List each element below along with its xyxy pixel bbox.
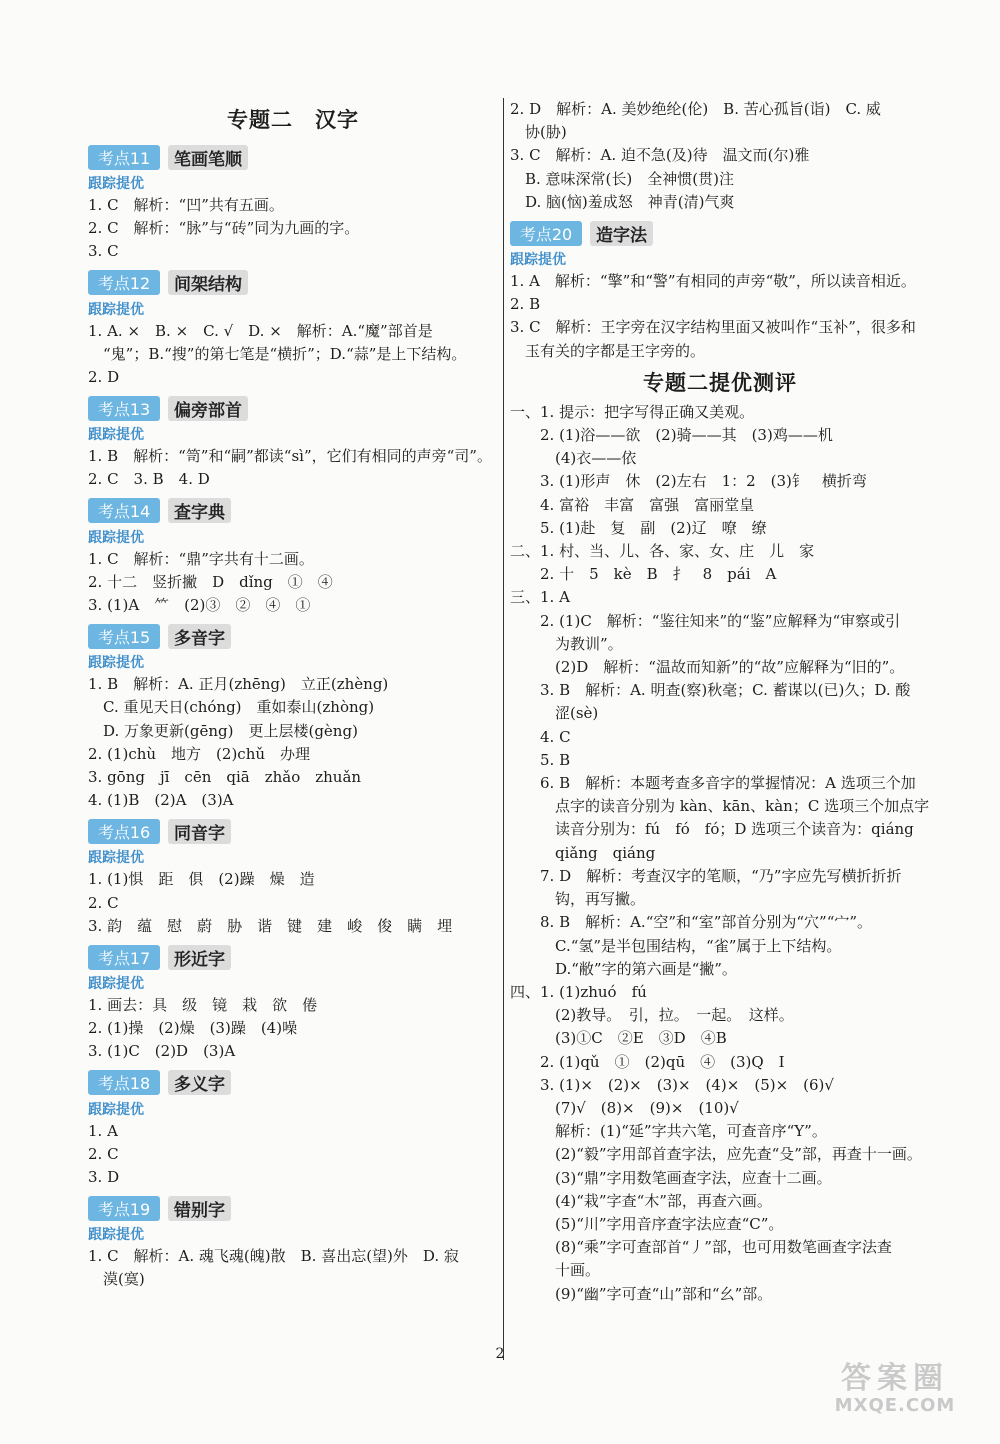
- left-column: [88, 98, 498, 1292]
- answer-line: 1. B 解析：A. 正月(zhēng) 立正(zhèng): [88, 675, 389, 694]
- section-topic: 同音字: [168, 819, 231, 844]
- right-section: [510, 218, 930, 363]
- answer-line: D. 脑(恼)羞成怒 神青(清)气爽: [510, 192, 735, 211]
- section-header: [88, 1068, 498, 1098]
- review-title: 专题二提优测评: [643, 369, 797, 395]
- track-label: 跟踪提优: [88, 976, 144, 993]
- right-column: [510, 98, 930, 1306]
- kaodian-badge: 考点13: [88, 396, 160, 421]
- section-topic: 错别字: [168, 1196, 231, 1221]
- answer-line: 3. D: [88, 1168, 120, 1187]
- answer-line: (5)“川”字用音序查字法应查“C”。: [510, 1214, 784, 1233]
- answer-line: 3. B 解析：A. 明查(察)秋毫；C. 蓄谋以(已)久；D. 酸: [510, 681, 911, 700]
- watermark-text-top: 答案圈: [841, 1361, 949, 1396]
- answer-line: 2. D: [88, 368, 120, 387]
- answer-line: 8. B 解析：A.“空”和“室”部首分别为“穴”“宀”。: [510, 913, 873, 932]
- answer-line: (8)“乘”字可查部首“丿”部，也可用数笔画查字法查: [510, 1238, 892, 1257]
- kaodian-badge: 考点16: [88, 819, 160, 844]
- section-header: [88, 1193, 498, 1223]
- chapter-title: 专题二 汉字: [227, 107, 359, 132]
- answer-line: 4. 富裕 丰富 富强 富丽堂皇: [510, 495, 755, 514]
- answer-line: D.“敝”字的第六画是“撇”。: [510, 959, 737, 978]
- page-number: 2: [495, 1346, 505, 1362]
- answer-line: 2. 十 5 kè B 扌 8 pái A: [510, 565, 777, 584]
- answer-line: 3. C 解析：王字旁在汉字结构里面又被叫作“玉补”，很多和: [510, 318, 916, 337]
- answer-line: (4)“栽”字查“木”部，再查六画。: [510, 1191, 772, 1210]
- answer-line: (3)“鼎”字用数笔画查字法，应查十二画。: [510, 1168, 832, 1187]
- track-label: 跟踪提优: [88, 1227, 144, 1244]
- answer-line: 解析：(1)“延”字共六笔，可查音序“Y”。: [510, 1122, 827, 1141]
- track-label: 跟踪提优: [88, 176, 144, 192]
- section-topic: 多义字: [168, 1070, 231, 1095]
- answer-line: 一、1. 提示：把字写得正确又美观。: [510, 402, 755, 421]
- section-header: [88, 621, 498, 651]
- answer-line: 1. A: [88, 1121, 118, 1140]
- answer-line: D. 万象更新(gēng) 更上层楼(gèng): [88, 721, 358, 740]
- section-header: [88, 816, 498, 846]
- watermark-logo: [826, 1362, 964, 1420]
- answer-line: 玉有关的字都是王字旁的。: [510, 341, 706, 360]
- answer-line: 2. (1)qǔ ① (2)qū ④ (3)Q Ⅰ: [510, 1052, 785, 1071]
- section-header: [88, 268, 498, 298]
- answer-line: 涩(sè): [510, 704, 599, 723]
- answer-line: 3. (1)× (2)× (3)× (4)× (5)× (6)√: [510, 1075, 834, 1094]
- answer-line: (2)D 解析：“温故而知新”的“故”应解释为“旧的”。: [510, 658, 905, 677]
- kaodian-badge: 考点11: [88, 145, 160, 170]
- track-label: 跟踪提优: [88, 1101, 144, 1118]
- watermark-text-bottom: MXQE.COM: [834, 1395, 956, 1416]
- answer-line: 2. C 解析：“脉”与“砖”同为九画的字。: [88, 219, 360, 238]
- answer-line: 2. C 3. B 4. D: [88, 470, 210, 489]
- answer-line: 4. (1)B (2)A (3)A: [88, 791, 234, 810]
- answer-line: 三、1. A: [510, 588, 570, 607]
- answer-line: 2. (1)操 (2)燥 (3)躁 (4)噪: [88, 1019, 298, 1038]
- answer-line: 5. B: [510, 750, 571, 769]
- section-header: [510, 218, 930, 248]
- answer-line: 读音分别为：fú fó fó；D 选项三个读音为：qiáng: [510, 820, 914, 839]
- answer-line: 为教训”。: [510, 634, 623, 653]
- answer-line: 1. (1)惧 距 俱 (2)躁 燥 造: [88, 870, 315, 889]
- answer-line: 1. B 解析：“笥”和“嗣”都读“sì”，它们有相同的声旁“司”。: [88, 447, 492, 466]
- kaodian-badge: 考点19: [88, 1196, 160, 1221]
- kaodian-badge: 考点14: [88, 498, 160, 523]
- answer-line: 2. B: [510, 295, 541, 314]
- answer-line: C.“氢”是半包围结构，“雀”属于上下结构。: [510, 936, 842, 955]
- section-topic: 多音字: [168, 624, 231, 649]
- answer-line: 1. 画去：具 级 镜 栽 欲 倦: [88, 996, 318, 1015]
- answer-line: 3. C: [88, 242, 119, 261]
- track-label: 跟踪提优: [88, 529, 144, 546]
- answer-line: 漠(寞): [88, 1270, 145, 1289]
- kaodian-badge: 考点12: [88, 270, 160, 295]
- answer-line: (4)衣——依: [510, 449, 637, 468]
- track-label: 跟踪提优: [88, 850, 144, 867]
- answer-line: 3. 韵 蕴 慰 蔚 胁 谐 键 建 峻 俊 瞒 埋: [88, 916, 453, 935]
- answer-line: 二、1. 村、当、儿、各、家、女、庄 儿 家: [510, 542, 815, 561]
- answer-line: “鬼”；B.“搜”的第七笔是“横折”；D.“蒜”是上下结构。: [88, 344, 467, 363]
- answer-line: 3. (1)A ⺮ (2)③ ② ④ ①: [88, 596, 311, 615]
- answer-line: 1. C 解析：“鼎”字共有十二画。: [88, 549, 314, 568]
- track-label: 跟踪提优: [88, 301, 144, 318]
- section-topic: 查字典: [168, 498, 231, 523]
- answer-line: 3. (1)形声 休 (2)左右 1：2 (3)钅 横折弯: [510, 472, 867, 491]
- answer-line: 6. B 解析：本题考查多音字的掌握情况：A 选项三个加: [510, 774, 916, 793]
- section-header: [88, 393, 498, 423]
- answer-line: 1. A 解析：“擎”和“警”有相同的声旁“敬”，所以读音相近。: [510, 272, 916, 291]
- answer-line: 3. (1)C (2)D (3)A: [88, 1042, 236, 1061]
- answer-line: 7. D 解析：考查汉字的笔顺，“乃”字应先写横折折折: [510, 866, 902, 885]
- section-topic: 笔画笔顺: [168, 145, 248, 170]
- kaodian-badge: 考点17: [88, 945, 160, 970]
- answer-line: C. 重见天日(chóng) 重如泰山(zhòng): [88, 698, 375, 717]
- section-topic: 造字法: [590, 221, 653, 246]
- answer-line: 4. C: [510, 727, 571, 746]
- answer-line: (2)“毅”字用部首查字法，应先查“殳”部，再查十一画。: [510, 1145, 922, 1164]
- answer-line: 2. (1)C 解析：“鉴往知来”的“鉴”应解释为“审察或引: [510, 611, 901, 630]
- answer-line: 十画。: [510, 1261, 601, 1280]
- answer-line: 1. C 解析：“凹”共有五画。: [88, 196, 284, 214]
- review-answers: [510, 401, 930, 1306]
- answer-line: 3. C 解析：A. 迫不急(及)待 温文而(尔)雅: [510, 146, 810, 165]
- section-topic: 形近字: [168, 945, 231, 970]
- kaodian-badge: 考点18: [88, 1070, 160, 1095]
- track-label: 跟踪提优: [88, 427, 144, 444]
- kaodian-badge: 考点15: [88, 624, 160, 649]
- column-divider: [503, 98, 504, 1360]
- answer-line: (2)教导。 引，拉。 一起。 这样。: [510, 1006, 794, 1025]
- section-header: [88, 142, 498, 172]
- right-top-answers: [510, 98, 930, 214]
- track-label: 跟踪提优: [88, 655, 144, 672]
- answer-line: 2. D 解析：A. 美妙绝纶(伦) B. 苦心孤旨(诣) C. 威: [510, 100, 881, 118]
- answer-line: 2. 十二 竖折撇 D dǐng ① ④: [88, 572, 333, 591]
- answer-line: 钩，再写撇。: [510, 890, 646, 909]
- answer-line: 5. (1)赴 复 副 (2)辽 嘹 缭: [510, 518, 767, 537]
- track-label: 跟踪提优: [510, 252, 566, 269]
- answer-line: 2. (1)浴——欲 (2)骑——其 (3)鸡——机: [510, 426, 833, 445]
- answer-line: 2. C: [88, 893, 119, 912]
- left-sections: [88, 142, 498, 1292]
- answer-line: 2. C: [88, 1144, 119, 1163]
- section-header: [88, 496, 498, 526]
- answer-line: 四、1. (1)zhuó fú: [510, 982, 647, 1001]
- answer-line: (7)√ (8)× (9)× (10)√: [510, 1098, 739, 1117]
- answer-line: 协(胁): [510, 123, 567, 142]
- answer-line: B. 意味深常(长) 全神惯(贯)注: [510, 169, 734, 188]
- answer-line: 点字的读音分别为 kàn、kān、kàn；C 选项三个加点字: [510, 797, 930, 816]
- answer-line: (3)①C ②E ③D ④B: [510, 1029, 727, 1048]
- answer-line: 3. gōng jī cēn qiā zhǎo zhuǎn: [88, 768, 362, 787]
- kaodian-badge: 考点20: [510, 221, 582, 246]
- answer-line: 1. A. × B. × C. √ D. × 解析：A.“魔”部首是: [88, 321, 433, 340]
- section-topic: 偏旁部首: [168, 396, 248, 421]
- answer-line: (9)“幽”字可查“山”部和“幺”部。: [510, 1284, 773, 1303]
- answer-line: 2. (1)chù 地方 (2)chǔ 办理: [88, 744, 311, 763]
- section-header: [88, 942, 498, 972]
- answer-line: qiǎng qiáng: [510, 843, 656, 862]
- section-topic: 间架结构: [168, 270, 248, 295]
- answer-line: 1. C 解析：A. 魂飞魂(魄)散 B. 喜出忘(望)外 D. 寂: [88, 1247, 459, 1266]
